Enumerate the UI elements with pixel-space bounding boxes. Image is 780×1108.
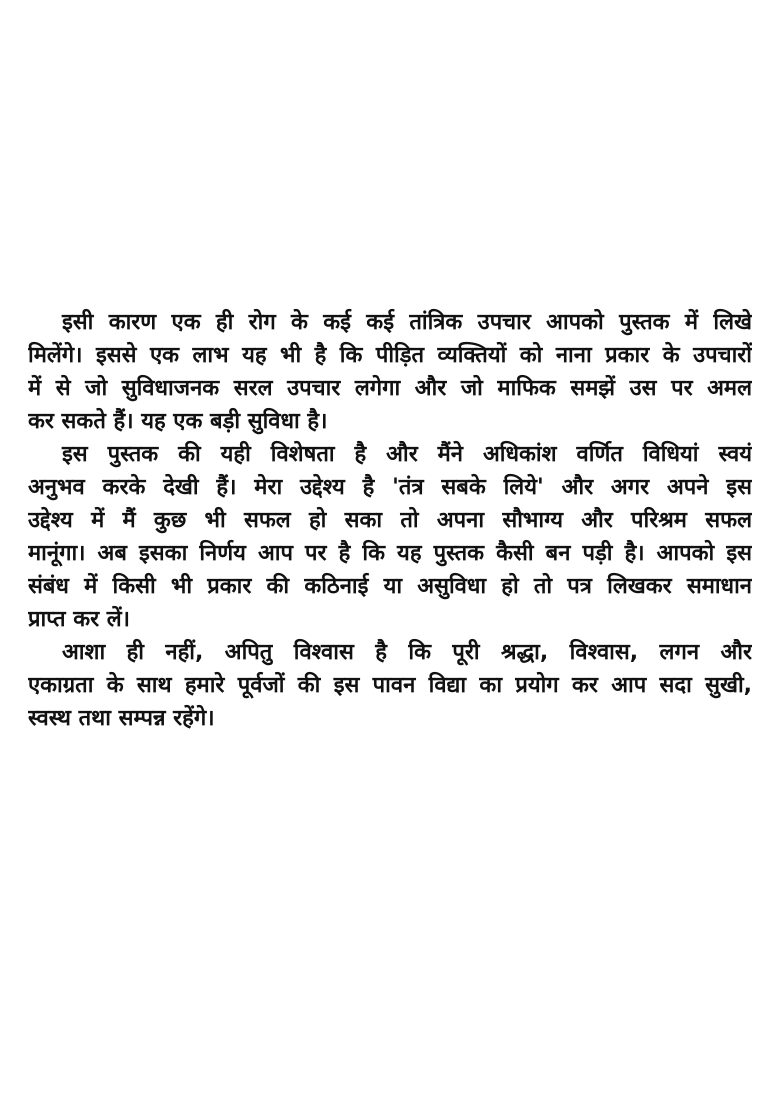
paragraph-3 [28, 636, 752, 735]
text-line: इसी कारण एक ही रोग के कई कई तांत्रिक उपचार आपको पुस्तक में लिखे [62, 310, 752, 335]
text-line: मानूंगा। अब इसका निर्णय आप पर है कि यह पुस्तक कैसी बन पड़ी है। आपको इस [28, 541, 752, 566]
text-line: कर सकते हैं। यह एक बड़ी सुविधा है। [28, 409, 328, 434]
text-line: में से जो सुविधाजनक सरल उपचार लगेगा और जो माफिक समझें उस पर अमल [28, 376, 752, 401]
document-body [28, 306, 752, 735]
text-line: उद्देश्य में मैं कुछ भी सफल हो सका तो अपना सौभाग्य और परिश्रम सफल [28, 508, 752, 533]
paragraph-2 [28, 438, 752, 636]
text-line: आशा ही नहीं, अपितु विश्वास है कि पूरी श्रद्धा, विश्वास, लगन और [62, 640, 752, 665]
text-line: अनुभव करके देखी हैं। मेरा उद्देश्य है 'तंत्र सबके लिये' और अगर अपने इस [28, 475, 752, 500]
text-line: एकाग्रता के साथ हमारे पूर्वजों की इस पावन विद्या का प्रयोग कर आप सदा सुखी, [28, 673, 752, 698]
text-line: स्वस्थ तथा सम्पन्न रहेंगे। [28, 706, 215, 731]
text-line: संबंध में किसी भी प्रकार की कठिनाई या असुविधा हो तो पत्र लिखकर समाधान [28, 574, 752, 599]
text-line: प्राप्त कर लें। [28, 607, 130, 632]
paragraph-1 [28, 306, 752, 438]
text-line: इस पुस्तक की यही विशेषता है और मैंने अधिकांश वर्णित विधियां स्वयं [62, 442, 752, 467]
text-line: मिलेंगे। इससे एक लाभ यह भी है कि पीड़ित व्यक्तियों को नाना प्रकार के उपचारों [28, 343, 752, 368]
